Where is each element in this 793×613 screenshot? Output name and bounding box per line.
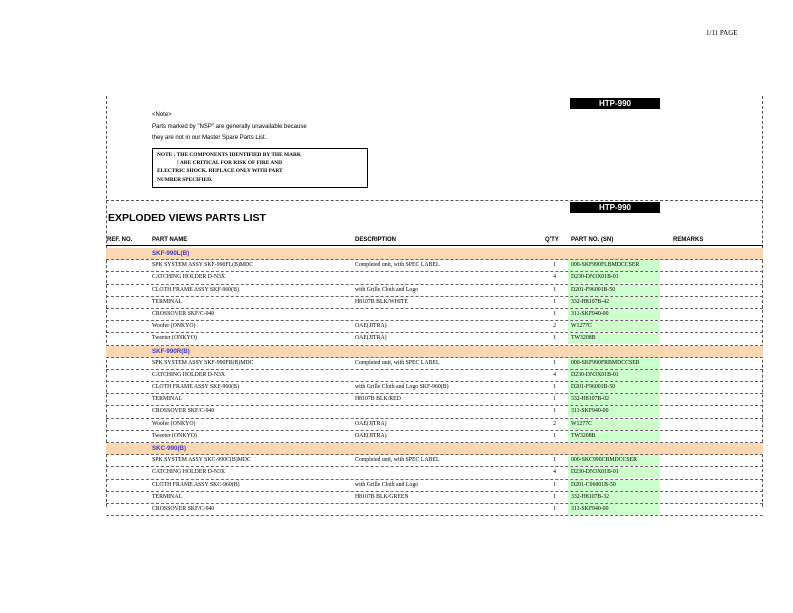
warning-line: NUMBER SPECIFIED.	[157, 176, 213, 183]
qty-cell: 1	[553, 457, 556, 464]
part-no-cell: W1277C	[568, 321, 660, 332]
qty-cell: 1	[553, 286, 556, 293]
part-name-cell: CATCHING HOLDER D-N3X	[152, 371, 226, 378]
description-cell: Completed unit, with SPEC LABEL	[355, 457, 440, 464]
page-number: 1/11 PAGE	[706, 29, 738, 37]
table-row	[106, 285, 763, 297]
qty-cell: 4	[553, 469, 556, 476]
description-cell: H8107B BLK/RED	[355, 396, 401, 403]
parts-table	[106, 248, 763, 516]
qty-cell: 1	[553, 505, 556, 512]
table-row	[106, 333, 763, 345]
part-name-cell: CROSSOVER SKF/C-940	[152, 408, 215, 415]
part-no-cell: W1277C	[568, 419, 660, 430]
table-row	[106, 260, 763, 272]
table-row	[106, 309, 763, 321]
part-name-cell: Woofer (ONKYO)	[152, 420, 196, 427]
qty-cell: 1	[553, 262, 556, 269]
description-cell: with Grille Cloth and Logo	[355, 481, 419, 488]
model-tag-top: HTP-990	[570, 98, 660, 109]
part-no-cell: D201-F96001B-50	[568, 382, 660, 393]
group-label: SKF-990L(B)	[152, 250, 190, 257]
description-cell: with Grille Cloth and Logo	[355, 286, 419, 293]
part-no-cell: 000-SKC990CBMDCCSER	[568, 455, 660, 466]
qty-cell: 1	[553, 384, 556, 391]
part-no-cell: D201-F96001B-50	[568, 285, 660, 296]
table-row	[106, 370, 763, 382]
note-line: Parts marked by "NSP" are generally unavailable because	[152, 124, 307, 130]
part-name-cell: TERMINAL	[152, 493, 182, 500]
description-cell: Completed unit, with SPEC LABEL	[355, 262, 440, 269]
qty-cell: 2	[553, 420, 556, 427]
part-name-cell: TERMINAL	[152, 298, 182, 305]
part-name-cell: CLOTH FRAME ASSY SKF-960(B)	[152, 286, 239, 293]
table-row	[106, 480, 763, 492]
group-label: SKC-990(B)	[152, 445, 187, 452]
warning-line: NOTE : THE COMPONENTS IDENTIFIED BY THE MARK	[157, 152, 302, 158]
col-part-no: PART NO. (SN)	[571, 237, 614, 243]
qty-cell: 1	[553, 481, 556, 488]
part-no-cell: D230-DN3X01B-01	[568, 272, 660, 283]
part-no-cell: 332-H8107B-32	[568, 492, 660, 503]
part-name-cell: SPK SYSTEM ASSY SKF-990FL(B)MDC	[152, 262, 254, 269]
description-cell: H8107B BLK/GREEN	[355, 493, 409, 500]
part-no-cell: D201-C96001B-50	[568, 480, 660, 491]
part-no-cell: 000-SKF990FLBMDCCSER	[568, 260, 660, 271]
qty-cell: 1	[553, 298, 556, 305]
part-no-cell: D230-DN3X01B-01	[568, 467, 660, 478]
col-part-name: PART NAME	[152, 237, 188, 243]
description-cell: OAE(JITRA)	[355, 432, 387, 439]
table-row	[106, 431, 763, 443]
model-tag-list: HTP-990	[570, 202, 660, 213]
part-name-cell: SPK SYSTEM ASSY SKC-990C(B)MDC	[152, 457, 251, 464]
part-no-cell: 332-H8107B-02	[568, 394, 660, 405]
description-cell: OAE(JITRA)	[355, 420, 387, 427]
table-row	[106, 504, 763, 516]
group-label: SKF-990R(B)	[152, 347, 190, 355]
part-no-cell: 311-SKF940-00	[568, 309, 660, 320]
col-qty: Q'TY	[545, 237, 559, 243]
col-ref-no: REF. NO.	[107, 237, 133, 243]
col-remarks: REMARKS	[673, 237, 704, 243]
table-row	[106, 272, 763, 284]
table-row	[106, 297, 763, 309]
qty-cell: 1	[553, 396, 556, 403]
part-no-cell: 332-H8107B-42	[568, 297, 660, 308]
warning-line: ELECTRIC SHOCK. REPLACE ONLY WITH PART	[157, 168, 283, 175]
part-no-cell: TW3208B	[568, 333, 660, 344]
part-name-cell: Woofer (ONKYO)	[152, 323, 196, 330]
part-name-cell: Tweeter (ONKYO)	[152, 432, 197, 439]
group-row	[106, 443, 763, 455]
list-title: EXPLODED VIEWS PARTS LIST	[108, 212, 266, 224]
critical-warning-box	[152, 148, 368, 188]
part-name-cell: CROSSOVER SKF/C-940	[152, 505, 215, 512]
qty-cell: 4	[553, 371, 556, 378]
table-row	[106, 492, 763, 504]
part-name-cell: CROSSOVER SKF/C-940	[152, 310, 215, 317]
part-no-cell: 311-SKF940-00	[568, 504, 660, 515]
qty-cell: 1	[553, 310, 556, 317]
qty-cell: 1	[553, 408, 556, 415]
qty-cell: 1	[553, 432, 556, 439]
table-row	[106, 382, 763, 394]
description-cell: OAE(JITRA)	[355, 323, 387, 330]
section-divider	[106, 200, 763, 201]
part-no-cell: 311-SKF940-00	[568, 406, 660, 417]
table-row	[106, 419, 763, 431]
qty-cell: 1	[553, 335, 556, 342]
part-no-cell: D230-DN3X01B-01	[568, 370, 660, 381]
part-name-cell: SPK SYSTEM ASSY SKF-990FR(B)MDC	[152, 359, 254, 366]
parts-sheet	[106, 96, 763, 512]
part-name-cell: CATCHING HOLDER D-N3X	[152, 274, 226, 281]
part-name-cell: TERMINAL	[152, 396, 182, 403]
description-cell: OAE(JITRA)	[355, 335, 387, 342]
part-name-cell: CLOTH FRAME ASSY SKF-960(B)	[152, 384, 239, 391]
table-row	[106, 455, 763, 467]
description-cell: H8107B BLK/WHITE	[355, 298, 408, 305]
table-row	[106, 467, 763, 479]
part-no-cell: TW3208B	[568, 431, 660, 442]
table-row	[106, 358, 763, 370]
qty-cell: 4	[553, 274, 556, 281]
table-row	[106, 321, 763, 333]
qty-cell: 2	[553, 323, 556, 330]
warning-line: ! ARE CRITICAL FOR RISK OF FIRE AND	[177, 160, 283, 167]
table-header-rule	[106, 245, 763, 246]
group-row	[106, 248, 763, 260]
table-row	[106, 406, 763, 418]
col-description: DESCRIPTION	[355, 237, 397, 243]
part-name-cell: CATCHING HOLDER D-N3X	[152, 469, 226, 476]
part-name-cell: Tweeter (ONKYO)	[152, 335, 197, 342]
part-no-cell: 000-SKF990FRBMDCCSER	[568, 358, 660, 369]
qty-cell: 1	[553, 359, 556, 366]
group-row	[106, 346, 763, 358]
note-title: <Note>	[152, 112, 172, 118]
qty-cell: 1	[553, 493, 556, 500]
description-cell: Completed unit, with SPEC LABEL	[355, 359, 440, 366]
description-cell: with Grille Cloth and Logo SKF-960(B)	[355, 384, 449, 391]
table-row	[106, 394, 763, 406]
note-line: they are not in our Master Spare Parts List.	[152, 135, 267, 141]
part-name-cell: CLOTH FRAME ASSY SKC-960(B)	[152, 481, 240, 488]
